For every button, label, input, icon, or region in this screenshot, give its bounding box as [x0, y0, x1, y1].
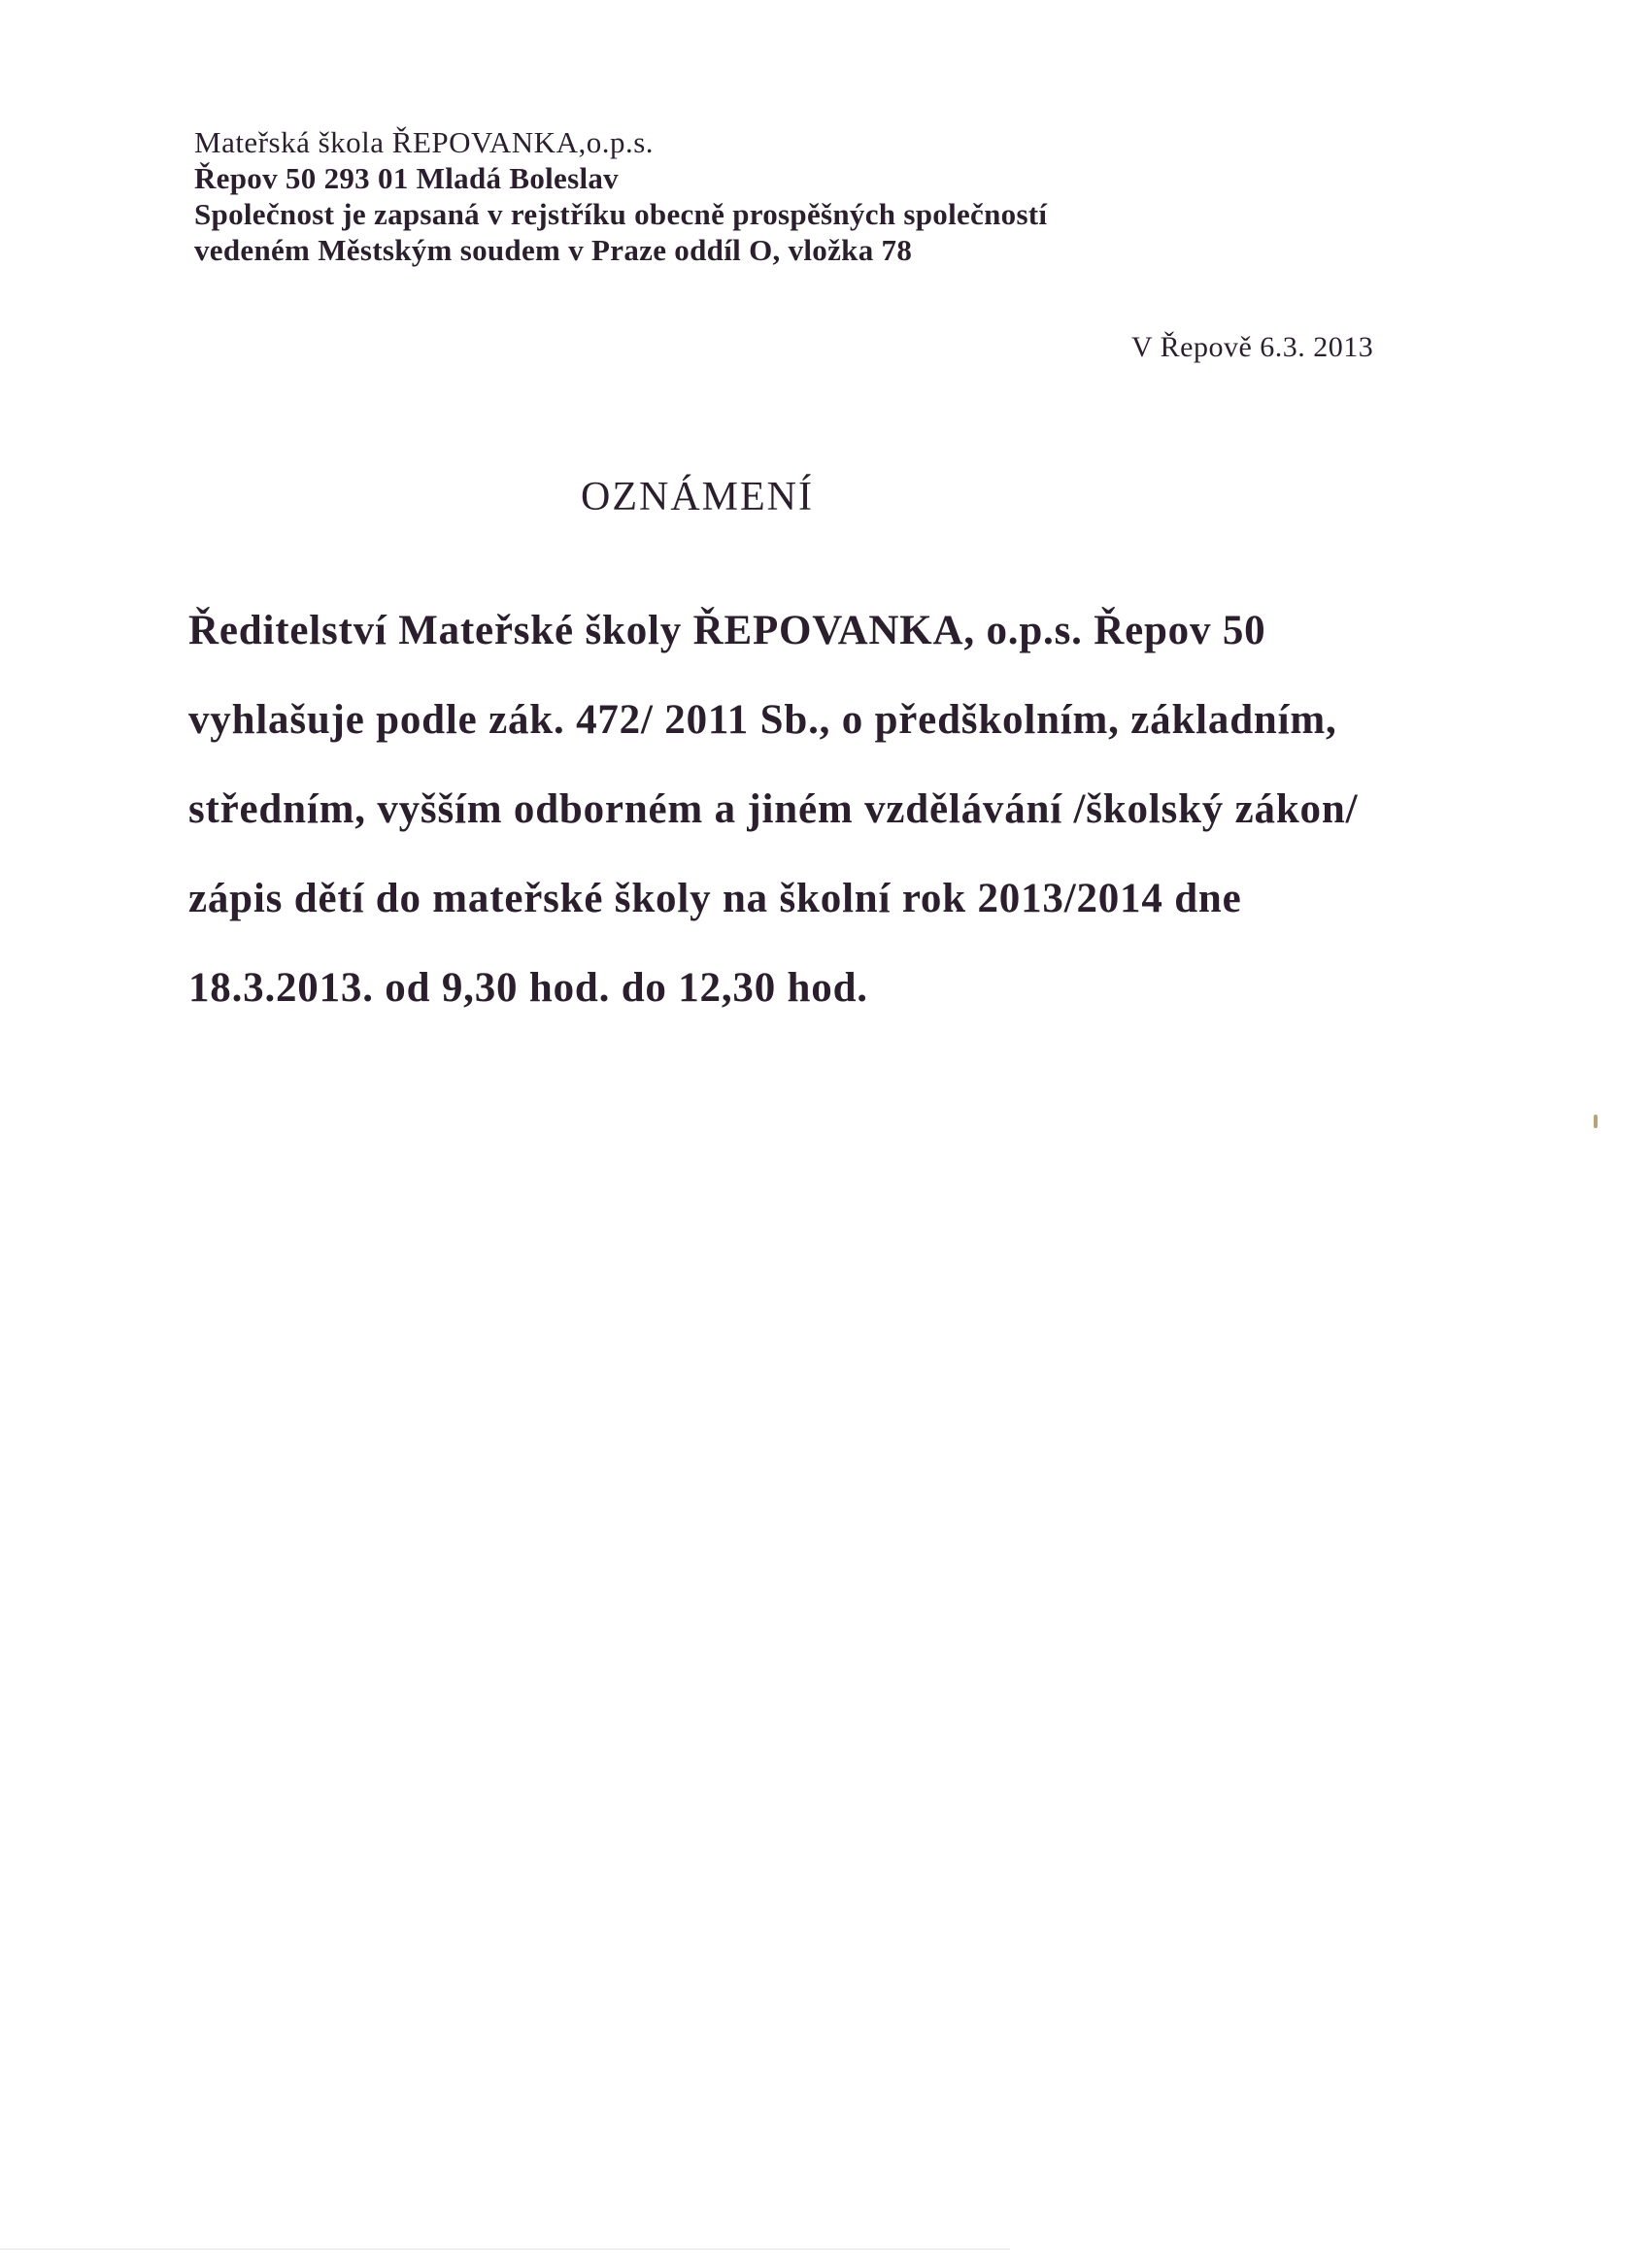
body-line: zápis dětí do mateřské školy na školní rok 2013/2014 dne [188, 876, 1242, 921]
body-line: vyhlašuje podle zák. 472/ 2011 Sb., o předškolním, základním, [188, 697, 1337, 743]
letterhead-court-registry: vedeném Městským soudem v Praze oddíl O, vložka 78 [194, 233, 913, 267]
scan-edge-line [0, 2249, 1010, 2250]
letterhead [194, 124, 1263, 268]
letterhead-address: Řepov 50 293 01 Mladá Boleslav [194, 161, 619, 195]
letterhead-registration: Společnost je zapsaná v rejstříku obecně prospěšných společností [194, 197, 1048, 231]
letterhead-school-name: Mateřská škola ŘEPOVANKA,o.p.s. [194, 125, 655, 159]
body-line: středním, vyšším odborném a jiném vzdělávání /školský zákon/ [188, 786, 1359, 832]
announcement-body [188, 610, 1451, 1056]
body-line: Ředitelství Mateřské školy ŘEPOVANKA, o.p.s. Řepov 50 [188, 608, 1266, 653]
document-title: OZNÁMENÍ [581, 475, 814, 519]
body-line: 18.3.2013. od 9,30 hod. do 12,30 hod. [188, 965, 868, 1011]
scan-speck [1594, 1115, 1598, 1128]
document-date: V Řepově 6.3. 2013 [1131, 331, 1374, 363]
